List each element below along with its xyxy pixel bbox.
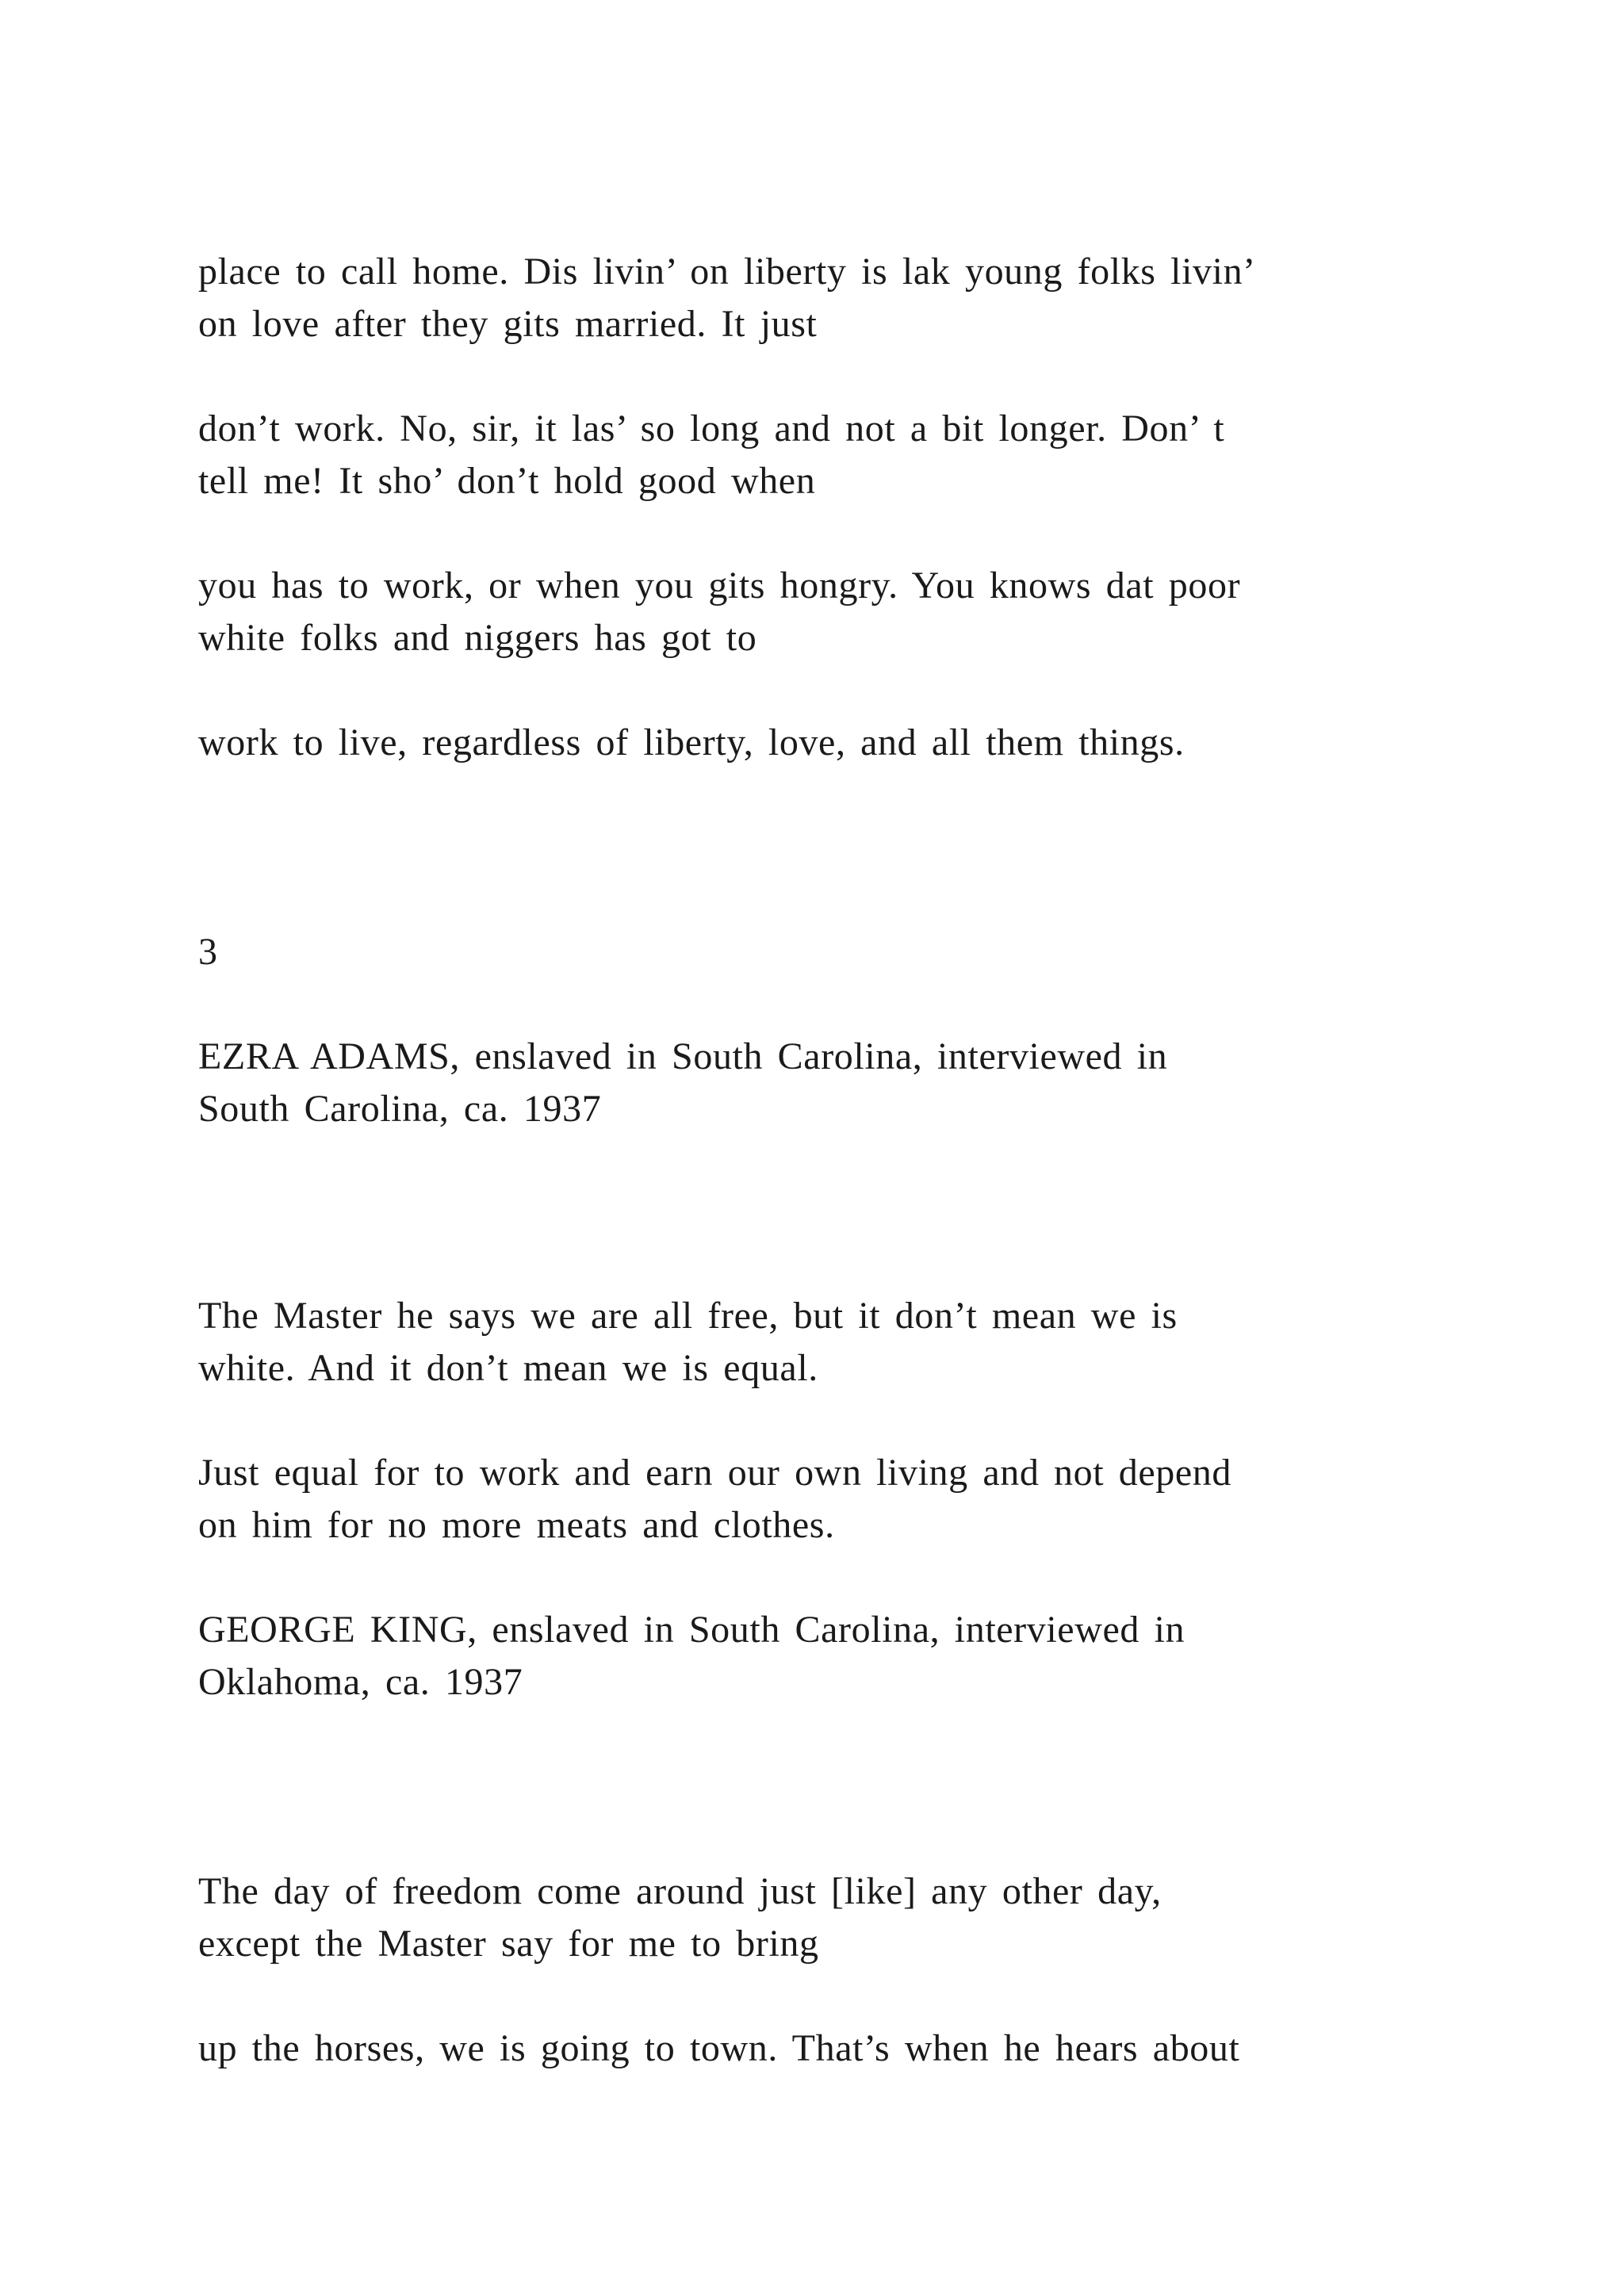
text-line: except the Master say for me to bring bbox=[198, 1923, 819, 1965]
page-number: 3 bbox=[198, 931, 218, 973]
text-line: don’t work. No, sir, it las’ so long and not a bit longer. Don’ t bbox=[198, 408, 1225, 450]
text-line: The day of freedom come around just [like] any other day, bbox=[198, 1870, 1162, 1912]
text-line: tell me! It sho’ don’t hold good when bbox=[198, 460, 816, 502]
text-line: The Master he says we are all free, but it don’t mean we is bbox=[198, 1295, 1178, 1337]
text-line: white folks and niggers has got to bbox=[198, 617, 757, 659]
attribution-line: South Carolina, ca. 1937 bbox=[198, 1088, 602, 1130]
text-line: you has to work, or when you gits hongry. You knows dat poor bbox=[198, 564, 1241, 607]
attribution-line: Oklahoma, ca. 1937 bbox=[198, 1661, 523, 1703]
text-line: white. And it don’t mean we is equal. bbox=[198, 1347, 818, 1389]
attribution-line: EZRA ADAMS, enslaved in South Carolina, interviewed in bbox=[198, 1035, 1168, 1077]
text-line: on him for no more meats and clothes. bbox=[198, 1504, 835, 1546]
attribution-line: GEORGE KING, enslaved in South Carolina, interviewed in bbox=[198, 1609, 1185, 1651]
text-line: on love after they gits married. It just bbox=[198, 303, 818, 345]
text-line: place to call home. Dis livin’ on liberty is lak young folks livin’ bbox=[198, 251, 1256, 293]
text-line: work to live, regardless of liberty, love, and all them things. bbox=[198, 721, 1185, 763]
text-line: up the horses, we is going to town. That’s when he hears about bbox=[198, 2027, 1240, 2069]
text-line: Just equal for to work and earn our own living and not depend bbox=[198, 1452, 1231, 1494]
